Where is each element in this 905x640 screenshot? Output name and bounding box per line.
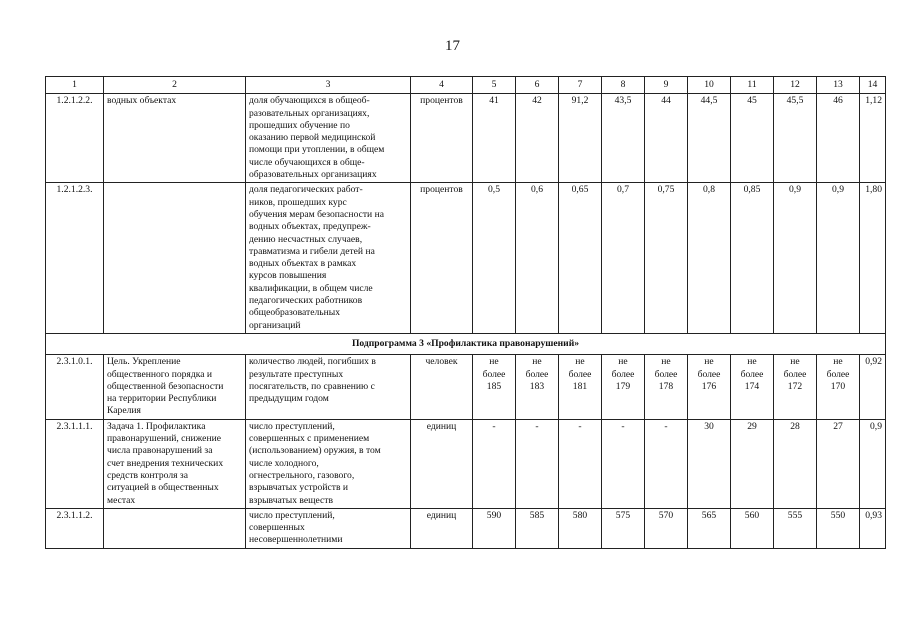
cell-line: водных объектах xyxy=(107,95,177,107)
indicators-table xyxy=(45,76,886,549)
value-cell xyxy=(774,419,817,508)
cell-line: 45 xyxy=(747,95,757,107)
table-row xyxy=(46,183,886,334)
cell-line: педагогических работников xyxy=(249,295,363,307)
code-cell: 2.3.1.0.1. xyxy=(46,355,104,419)
value-cell xyxy=(473,355,516,419)
cell-line: более xyxy=(525,368,549,380)
header-cell: 13 xyxy=(817,77,860,94)
cell-line: взрывчатых веществ xyxy=(249,494,333,506)
cell-line: ников, прошедших курс xyxy=(249,196,347,208)
ratio-cell: 1,80 xyxy=(860,183,886,334)
table-row xyxy=(46,94,886,183)
unit-cell: человек xyxy=(411,355,473,419)
cell-line: 0,8 xyxy=(703,184,715,196)
cell-line: 565 xyxy=(701,509,717,521)
cell-line: 550 xyxy=(830,509,846,521)
code-cell: 2.3.1.1.2. xyxy=(46,508,104,548)
cell-line: травматизма и гибели детей на xyxy=(249,245,375,257)
cell-line: не xyxy=(661,356,671,368)
value-cell xyxy=(516,419,559,508)
cell-line: 176 xyxy=(701,380,717,392)
ratio-cell: 0,92 xyxy=(860,355,886,419)
cell-line: 555 xyxy=(787,509,803,521)
value-cell xyxy=(645,94,688,183)
cell-line: более xyxy=(482,368,506,380)
cell-line: 0,7 xyxy=(617,184,629,196)
unit-cell: процентов xyxy=(411,183,473,334)
cell-line: 44,5 xyxy=(700,95,718,107)
cell-line: посягательств, по сравнению с xyxy=(249,380,375,392)
unit-cell: единиц xyxy=(411,419,473,508)
header-cell: 12 xyxy=(774,77,817,94)
cell-line: разовательных организациях, xyxy=(249,107,370,119)
name-cell xyxy=(104,94,246,183)
ratio-cell: 1,12 xyxy=(860,94,886,183)
cell-line: более xyxy=(697,368,721,380)
header-cell: 9 xyxy=(645,77,688,94)
cell-line: 0,6 xyxy=(531,184,543,196)
cell-line: совершенных с применением xyxy=(249,433,370,445)
value-cell xyxy=(817,183,860,334)
indicator-cell xyxy=(246,355,411,419)
cell-line: местах xyxy=(107,494,136,506)
cell-line: доля обучающихся в общеоб- xyxy=(249,95,370,107)
value-cell xyxy=(473,183,516,334)
cell-line: 30 xyxy=(704,420,714,432)
cell-line: обучения мерам безопасности на xyxy=(249,208,384,220)
value-cell xyxy=(559,419,602,508)
ratio-cell: 0,93 xyxy=(860,508,886,548)
cell-line: 43,5 xyxy=(614,95,632,107)
cell-line: не xyxy=(489,356,499,368)
cell-line: более xyxy=(611,368,635,380)
cell-line: 575 xyxy=(615,509,631,521)
header-row xyxy=(46,77,886,94)
name-cell xyxy=(104,355,246,419)
cell-line: 45,5 xyxy=(786,95,804,107)
header-cell: 6 xyxy=(516,77,559,94)
header-cell: 3 xyxy=(246,77,411,94)
cell-line: - xyxy=(578,420,582,432)
cell-line: Цель. Укрепление xyxy=(107,356,181,368)
value-cell xyxy=(645,355,688,419)
cell-line: более xyxy=(654,368,678,380)
cell-line: общеобразовательных xyxy=(249,307,340,319)
table-row xyxy=(46,508,886,548)
cell-line: результате преступных xyxy=(249,368,344,380)
code-cell: 1.2.1.2.2. xyxy=(46,94,104,183)
indicator-cell xyxy=(246,183,411,334)
cell-line: 0,5 xyxy=(488,184,500,196)
cell-line: 0,9 xyxy=(789,184,801,196)
value-cell xyxy=(645,183,688,334)
header-cell: 5 xyxy=(473,77,516,94)
value-cell xyxy=(688,419,731,508)
header-cell: 11 xyxy=(731,77,774,94)
cell-line: не xyxy=(618,356,628,368)
cell-line: 178 xyxy=(658,380,674,392)
code-cell: 1.2.1.2.3. xyxy=(46,183,104,334)
cell-line: огнестрельного, газового, xyxy=(249,469,355,481)
cell-line: 172 xyxy=(787,380,803,392)
value-cell xyxy=(473,419,516,508)
cell-line: более xyxy=(740,368,764,380)
cell-line: дению несчастных случаев, xyxy=(249,233,363,245)
cell-line: правонарушений, снижение xyxy=(107,433,221,445)
cell-line: 585 xyxy=(529,509,545,521)
cell-line: 0,75 xyxy=(657,184,675,196)
cell-line: более xyxy=(826,368,850,380)
value-cell xyxy=(559,94,602,183)
cell-line: водных объектах, предупреж- xyxy=(249,221,371,233)
cell-line: квалификации, в общем числе xyxy=(249,282,373,294)
indicator-cell xyxy=(246,508,411,548)
cell-line: на территории Республики xyxy=(107,393,217,405)
value-cell xyxy=(516,94,559,183)
cell-line: 570 xyxy=(658,509,674,521)
cell-line: числе обучающихся в обще- xyxy=(249,156,365,168)
cell-line: количество людей, погибших в xyxy=(249,356,376,368)
cell-line: 185 xyxy=(486,380,502,392)
cell-line: прошедших обучение по xyxy=(249,119,350,131)
value-cell xyxy=(731,508,774,548)
value-cell xyxy=(559,355,602,419)
cell-line: - xyxy=(535,420,539,432)
name-cell xyxy=(104,183,246,334)
table-row xyxy=(46,419,886,508)
cell-line: счет внедрения технических xyxy=(107,457,224,469)
cell-line: не xyxy=(704,356,714,368)
value-cell xyxy=(688,94,731,183)
value-cell xyxy=(774,508,817,548)
table-row xyxy=(46,355,886,419)
cell-line: числе холодного, xyxy=(249,457,319,469)
cell-line: число преступлений, xyxy=(249,509,335,521)
cell-line: - xyxy=(621,420,625,432)
cell-line: более xyxy=(783,368,807,380)
value-cell xyxy=(731,355,774,419)
header-cell: 7 xyxy=(559,77,602,94)
value-cell xyxy=(559,183,602,334)
ratio-cell: 0,9 xyxy=(860,419,886,508)
name-cell xyxy=(104,508,246,548)
value-cell xyxy=(774,355,817,419)
cell-line: 174 xyxy=(744,380,760,392)
cell-line: образовательных организациях xyxy=(249,169,377,181)
cell-line: предыдущим годом xyxy=(249,393,329,405)
cell-line: не xyxy=(790,356,800,368)
cell-line: Карелия xyxy=(107,405,141,417)
value-cell xyxy=(602,355,645,419)
cell-line: 44 xyxy=(661,95,671,107)
value-cell xyxy=(645,419,688,508)
value-cell xyxy=(817,508,860,548)
cell-line: 183 xyxy=(529,380,545,392)
section-row xyxy=(46,333,886,354)
value-cell xyxy=(602,508,645,548)
section-title: Подпрограмма 3 «Профилактика правонарушений» xyxy=(46,333,886,354)
cell-line: 560 xyxy=(744,509,760,521)
cell-line: более xyxy=(568,368,592,380)
indicator-cell xyxy=(246,419,411,508)
cell-line: 27 xyxy=(833,420,843,432)
value-cell xyxy=(645,508,688,548)
value-cell xyxy=(688,183,731,334)
value-cell xyxy=(473,94,516,183)
cell-line: 0,85 xyxy=(743,184,761,196)
cell-line: совершенных xyxy=(249,522,305,534)
cell-line: 170 xyxy=(830,380,846,392)
value-cell xyxy=(602,183,645,334)
value-cell xyxy=(817,419,860,508)
cell-line: 179 xyxy=(615,380,631,392)
cell-line: 580 xyxy=(572,509,588,521)
header-cell: 2 xyxy=(104,77,246,94)
value-cell xyxy=(559,508,602,548)
cell-line: 0,65 xyxy=(571,184,589,196)
indicator-cell xyxy=(246,94,411,183)
cell-line: взрывчатых устройств и xyxy=(249,482,349,494)
value-cell xyxy=(516,508,559,548)
header-cell: 4 xyxy=(411,77,473,94)
cell-line: общественного порядка и xyxy=(107,368,213,380)
cell-line: Задача 1. Профилактика xyxy=(107,420,206,432)
value-cell xyxy=(688,508,731,548)
header-cell: 1 xyxy=(46,77,104,94)
value-cell xyxy=(473,508,516,548)
cell-line: помощи при утоплении, в общем xyxy=(249,144,385,156)
cell-line: оказанию первой медицинской xyxy=(249,132,376,144)
code-cell: 2.3.1.1.1. xyxy=(46,419,104,508)
value-cell xyxy=(602,94,645,183)
cell-line: не xyxy=(532,356,542,368)
cell-line: 29 xyxy=(747,420,757,432)
cell-line: число преступлений, xyxy=(249,420,335,432)
value-cell xyxy=(731,419,774,508)
cell-line: доля педагогических работ- xyxy=(249,184,363,196)
value-cell xyxy=(817,355,860,419)
cell-line: 181 xyxy=(572,380,588,392)
cell-line: 28 xyxy=(790,420,800,432)
cell-line: 0,9 xyxy=(832,184,844,196)
cell-line: организаций xyxy=(249,319,301,331)
cell-line: 590 xyxy=(486,509,502,521)
header-cell: 10 xyxy=(688,77,731,94)
unit-cell: единиц xyxy=(411,508,473,548)
value-cell xyxy=(817,94,860,183)
value-cell xyxy=(602,419,645,508)
cell-line: курсов повышения xyxy=(249,270,327,282)
cell-line: (использованием) оружия, в том xyxy=(249,445,381,457)
cell-line: - xyxy=(492,420,496,432)
cell-line: средств контроля за xyxy=(107,469,188,481)
cell-line: не xyxy=(833,356,843,368)
page-number: 17 xyxy=(445,38,460,54)
cell-line: 42 xyxy=(532,95,542,107)
cell-line: общественной безопасности xyxy=(107,380,224,392)
cell-line: водных объектах в рамках xyxy=(249,258,357,270)
cell-line: не xyxy=(575,356,585,368)
cell-line: 41 xyxy=(489,95,499,107)
cell-line: ситуацией в общественных xyxy=(107,482,219,494)
cell-line: не xyxy=(747,356,757,368)
cell-line: несовершеннолетними xyxy=(249,534,343,546)
value-cell xyxy=(774,183,817,334)
unit-cell: процентов xyxy=(411,94,473,183)
cell-line: числа правонарушений за xyxy=(107,445,213,457)
value-cell xyxy=(516,355,559,419)
value-cell xyxy=(774,94,817,183)
value-cell xyxy=(516,183,559,334)
cell-line: - xyxy=(664,420,668,432)
header-cell: 14 xyxy=(860,77,886,94)
value-cell xyxy=(688,355,731,419)
name-cell xyxy=(104,419,246,508)
header-cell: 8 xyxy=(602,77,645,94)
value-cell xyxy=(731,183,774,334)
cell-line: 91,2 xyxy=(571,95,589,107)
value-cell xyxy=(731,94,774,183)
cell-line: 46 xyxy=(833,95,843,107)
